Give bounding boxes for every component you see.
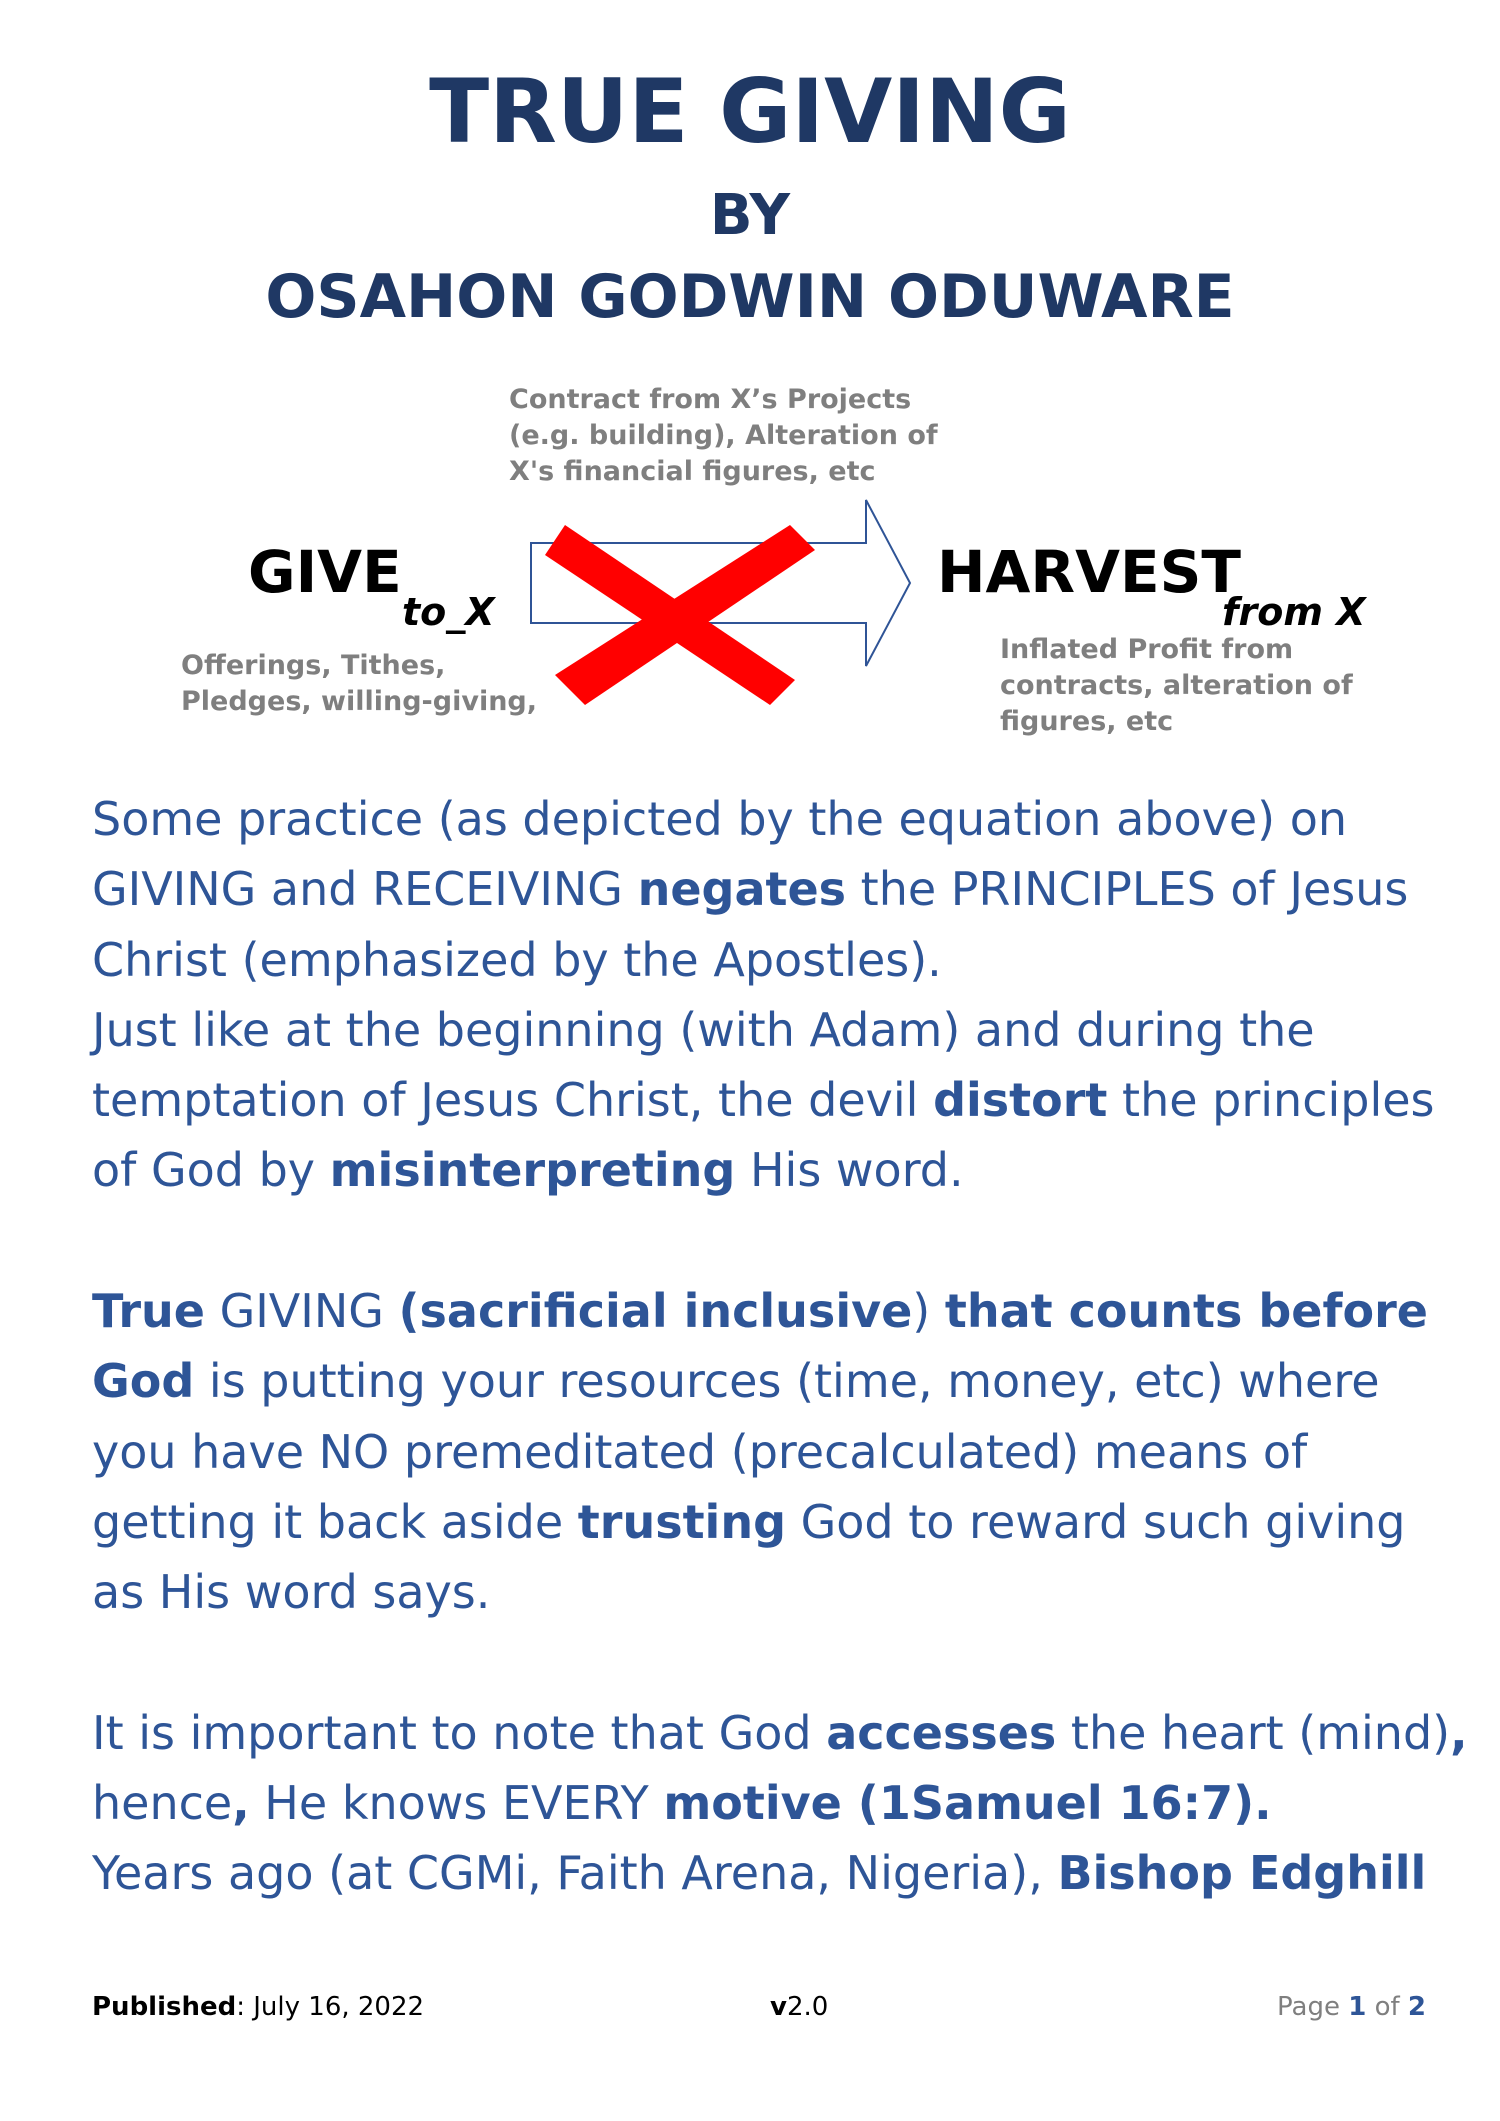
emphasis: distort bbox=[933, 1073, 1108, 1128]
text-run: Years ago (at CGMi, Faith Arena, Nigeria), bbox=[92, 1846, 1058, 1901]
diagram-top-note bbox=[509, 382, 938, 486]
byline-by: BY bbox=[709, 183, 791, 248]
emphasis: accesses bbox=[826, 1705, 1057, 1760]
text-run: It is important to note that God bbox=[92, 1705, 827, 1760]
text-run: Some practice (as depicted by the equation above) on GIVING and RECEIVING bbox=[92, 792, 1348, 917]
author-name: OSAHON GODWIN ODUWARE bbox=[265, 262, 1235, 332]
text-run: Just like at the beginning (with Adam) and during the temptation of Jesus Christ, the devil bbox=[92, 1002, 1315, 1128]
give-subscript: to_X bbox=[402, 590, 495, 634]
harvest-label: HARVEST bbox=[937, 538, 1241, 606]
left-note-line: Offerings, Tithes, bbox=[181, 650, 446, 681]
emphasis: (sacrificial inclusive bbox=[398, 1284, 913, 1339]
paragraph bbox=[92, 1838, 1472, 1908]
published-label: Published bbox=[92, 1992, 237, 2022]
text-run: the heart (mind) bbox=[1056, 1705, 1451, 1760]
emphasis: True bbox=[92, 1284, 205, 1339]
emphasis: misinterpreting bbox=[329, 1143, 736, 1198]
text-run: is putting your resources (time, money, etc) where you have NO premeditated (precalculated) means of getting it back aside bbox=[92, 1354, 1380, 1549]
paragraph bbox=[92, 784, 1472, 995]
page-current: 1 bbox=[1348, 1992, 1367, 2022]
page-total: 2 bbox=[1407, 1992, 1426, 2022]
text-run: He knows EVERY bbox=[249, 1776, 664, 1831]
page-word: Page bbox=[1277, 1992, 1349, 2022]
footer-page-number bbox=[1277, 1992, 1426, 2022]
right-note-line: figures, etc bbox=[1000, 706, 1174, 737]
emphasis: , bbox=[1450, 1705, 1468, 1760]
harvest-subscript: from X bbox=[1222, 590, 1366, 634]
emphasis: that counts before God bbox=[92, 1284, 1429, 1409]
text-run: GIVING bbox=[204, 1284, 399, 1339]
text-run: ) bbox=[912, 1284, 945, 1339]
page-of: of bbox=[1366, 1992, 1408, 2022]
top-note-line: (e.g. building), Alteration of bbox=[509, 420, 938, 451]
paragraph bbox=[92, 995, 1472, 1206]
emphasis: negates bbox=[637, 862, 847, 917]
text-run: God to reward such giving as His word says. bbox=[92, 1494, 1406, 1620]
right-note-line: Inflated Profit from bbox=[1000, 634, 1294, 665]
right-note-line: contracts, alteration of bbox=[1000, 670, 1353, 701]
version-prefix: v bbox=[770, 1992, 787, 2022]
body-text bbox=[92, 784, 1472, 1909]
top-note-line: X's financial figures, etc bbox=[509, 456, 876, 486]
document-title: TRUE GIVING bbox=[429, 60, 1071, 163]
paragraph-gap bbox=[92, 1206, 1472, 1276]
text-run: His word. bbox=[735, 1143, 964, 1198]
published-date: : July 16, 2022 bbox=[236, 1992, 425, 2022]
text-run: hence bbox=[92, 1776, 233, 1831]
paragraph bbox=[92, 1698, 1472, 1839]
red-cross-icon bbox=[545, 525, 815, 705]
diagram-right-note bbox=[1000, 632, 1353, 740]
give-label: GIVE bbox=[248, 538, 402, 606]
version-number: 2.0 bbox=[786, 1992, 829, 2022]
left-note-line: Pledges, willing-giving, bbox=[181, 686, 538, 717]
emphasis: , bbox=[232, 1776, 250, 1831]
paragraph-gap bbox=[92, 1628, 1472, 1698]
footer-published bbox=[92, 1992, 424, 2022]
top-note-line: Contract from X’s Projects bbox=[509, 384, 912, 415]
emphasis: Bishop Edghill bbox=[1057, 1846, 1427, 1901]
text-run: the PRINCIPLES of Jesus Christ (emphasized by the Apostles). bbox=[92, 862, 1409, 987]
diagram-left-note bbox=[181, 648, 537, 728]
emphasis: motive (1Samuel 16:7). bbox=[663, 1776, 1272, 1831]
paragraph bbox=[92, 1276, 1472, 1627]
text-run: the principles of God by bbox=[92, 1073, 1435, 1198]
emphasis: trusting bbox=[577, 1494, 787, 1549]
footer-version bbox=[770, 1992, 828, 2022]
